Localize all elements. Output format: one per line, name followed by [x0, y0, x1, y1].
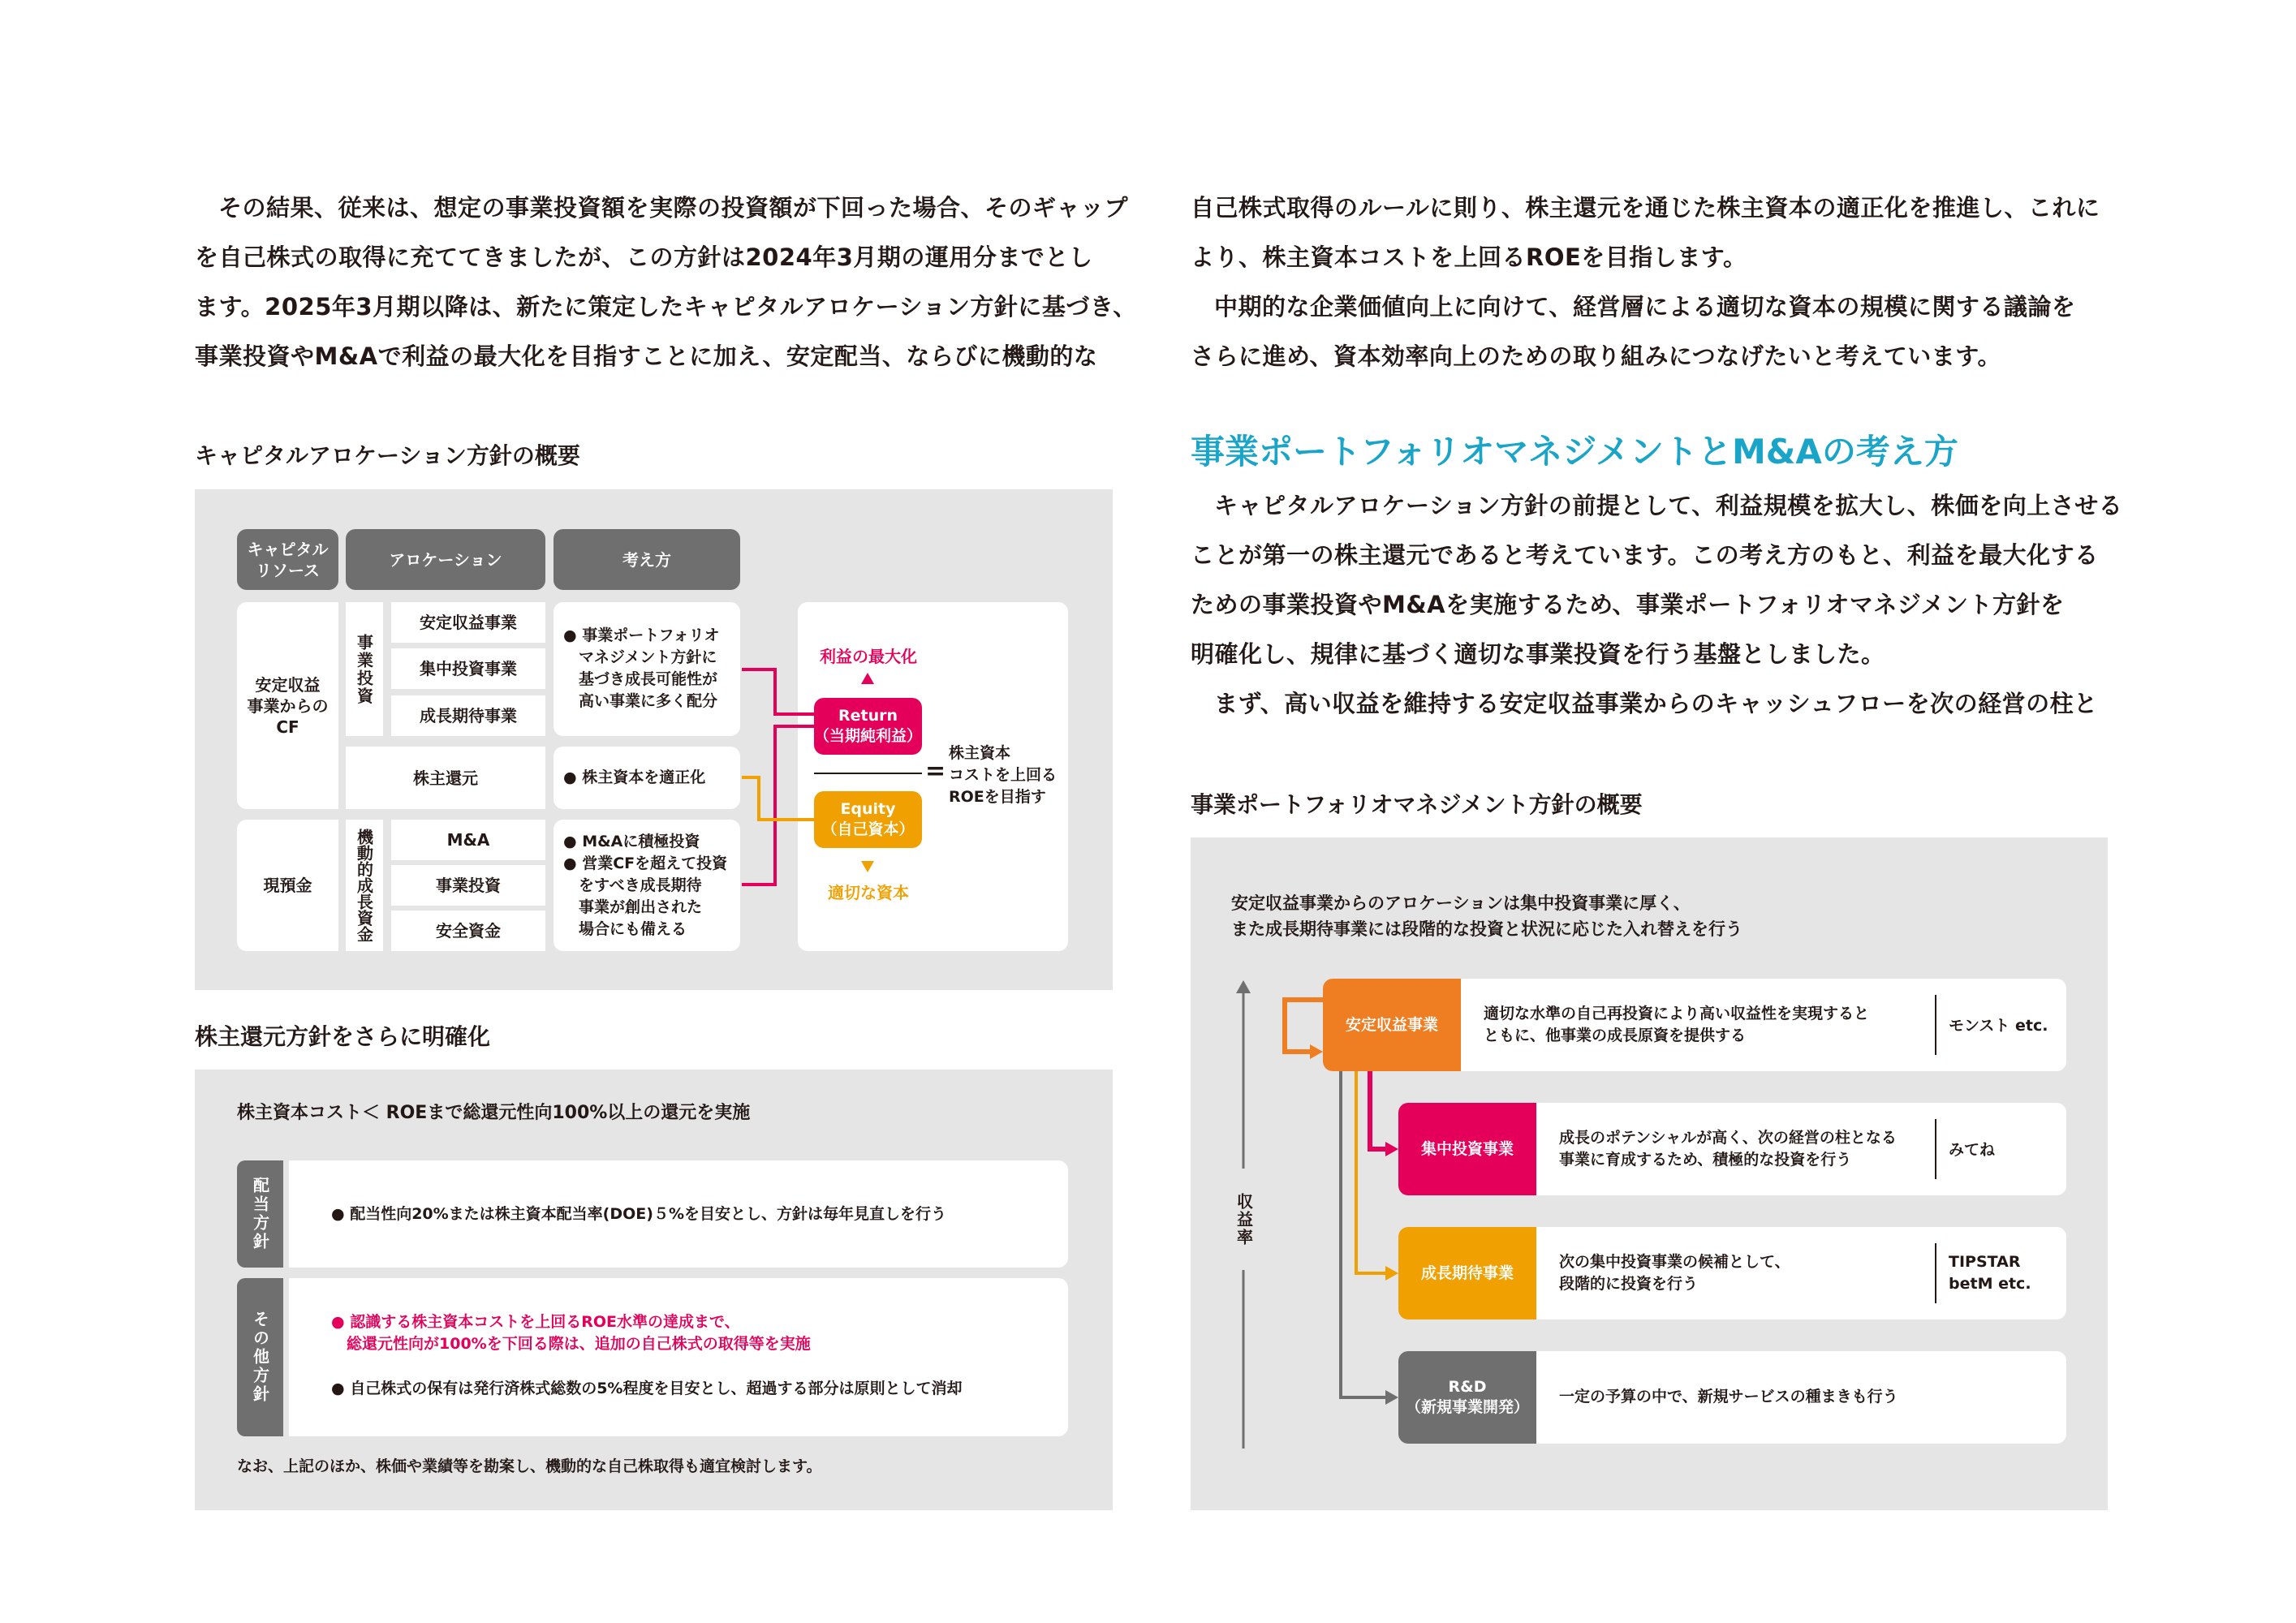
left-intro-line: 事業投資やM&Aで利益の最大化を目指すことに加え、安定配当、ならびに機動的な	[195, 342, 1098, 370]
connector-ma-to-return	[742, 726, 814, 885]
right-intro-line: 自己株式取得のルールに則り、株主還元を通じた株主資本の適正化を推進し、これに	[1191, 194, 2100, 222]
left-intro-line: ます。2025年3月期以降は、新たに策定したキャピタルアロケーション方針に基づき、	[195, 293, 1137, 321]
equity-box: Equity （自己資本）	[814, 791, 922, 848]
axis-arrow	[1236, 980, 1251, 993]
dividend-policy-text: ● 配当性向20%または株主資本配当率(DOE)５%を目安とし、方針は毎年見直しを行う	[331, 1205, 946, 1223]
capital-allocation-heading: キャピタルアロケーション方針の概要	[195, 442, 580, 469]
left-intro-line: その結果、従来は、想定の事業投資額を実際の投資額が下回った場合、そのギャップ	[218, 194, 1129, 222]
row-desc-stable: 適切な水準の自己再投資により高い収益性を実現すると ともに、他事業の成長原資を提供する	[1484, 1005, 1870, 1044]
alloc-investment: 事業投資	[391, 865, 545, 906]
arrow-down-amber	[861, 861, 874, 872]
row-label-stable: 安定収益事業	[1323, 979, 1461, 1071]
arrow-to-focus	[1385, 1142, 1398, 1156]
right-body-line: ことが第一の株主還元であると考えています。この考え方のもと、利益を最大化する	[1191, 541, 2099, 569]
row-example-focus: みてね	[1949, 1141, 1996, 1159]
right-body-line: ための事業投資やM&Aを実施するため、事業ポートフォリオマネジメント方針を	[1191, 591, 2065, 618]
right-intro-line: さらに進め、資本効率向上のための取り組みにつなげたいと考えています。	[1191, 342, 2001, 370]
row-desc-growth: 次の集中投資事業の候補として、 段階的に投資を行う	[1559, 1253, 1790, 1293]
arrow-self-reinvest	[1310, 1044, 1323, 1059]
connector-self-reinvest	[1285, 1000, 1323, 1052]
right-intro-line: 中期的な企業価値向上に向けて、経営層による適切な資本の規模に関する議論を	[1214, 293, 2076, 321]
other-policy-text: ● 自己株式の保有は発行済株式総数の5%程度を目安とし、超過する部分は原則として消却	[331, 1380, 963, 1397]
row-desc-focus: 成長のポテンシャルが高く、次の経営の柱となる 事業に育成するため、積極的な投資を行う	[1559, 1129, 1897, 1169]
other-policy-highlight: ● 認識する株主資本コストを上回るROE水準の達成まで、 総還元性向が100%を下回る際は、追加の自己株式の取得等を実施	[331, 1313, 811, 1353]
row-example-stable: モンスト etc.	[1949, 1017, 2048, 1035]
profit-max-label: 利益の最大化	[820, 647, 917, 666]
row-label-growth: 成長期待事業	[1398, 1227, 1536, 1319]
axis-label: 収益率	[1232, 1181, 1256, 1258]
right-body-line: まず、高い収益を維持する安定収益事業からのキャッシュフローを次の経営の柱と	[1214, 690, 2098, 717]
header-capital-resource: キャピタル リソース	[237, 529, 338, 590]
approach-return-text: ● 株主資本を適正化	[563, 768, 706, 786]
alloc-ma: M&A	[391, 820, 545, 860]
proper-capital-label: 適切な資本	[828, 883, 909, 902]
portfolio-section-title: 事業ポートフォリオマネジメントとM&Aの考え方	[1191, 432, 1958, 471]
header-approach: 考え方	[554, 529, 740, 590]
shareholder-note: なお、上記のほか、株価や業績等を勘案し、機動的な自己株取得も適宜検討します。	[237, 1457, 822, 1475]
alloc-stable: 安定収益事業	[391, 602, 545, 643]
roe-target-text: 株主資本 コストを上回る ROEを目指す	[949, 744, 1058, 806]
arrow-to-growth	[1385, 1266, 1398, 1281]
left-intro-line: を自己株式の取得に充ててきましたが、この方針は2024年3月期の運用分までとし	[195, 243, 1093, 271]
connector-return-to-equity	[742, 777, 814, 820]
portfolio-heading: 事業ポートフォリオマネジメント方針の概要	[1191, 791, 1643, 818]
shareholder-return-heading: 株主還元方針をさらに明確化	[195, 1023, 491, 1050]
right-body-line: 明確化し、規律に基づく適切な事業投資を行う基盤としました。	[1191, 640, 1885, 668]
approach-portfolio-text: ● 事業ポートフォリオ マネジメント方針に 基づき成長可能性が 高い事業に多く配分	[563, 626, 720, 710]
group-growth-funds: 機動的成長資金	[346, 820, 383, 951]
resource-stable-cf: 安定収益 事業からの CF	[237, 602, 338, 809]
equals-sign: =	[925, 757, 946, 786]
dividend-policy-label-text: 配当方針	[250, 1177, 270, 1251]
row-example-growth: TIPSTAR betM etc.	[1949, 1253, 2031, 1293]
alloc-growth: 成長期待事業	[391, 695, 545, 736]
approach-ma-text: ● M&Aに積極投資 ● 営業CFを超えて投資 をすべき成長期待 事業が創出された 場合にも備える	[563, 833, 728, 938]
alloc-safety-funds: 安全資金	[391, 911, 545, 951]
row-label-focus: 集中投資事業	[1398, 1103, 1536, 1195]
right-body-line: キャピタルアロケーション方針の前提として、利益規模を拡大し、株価を向上させる	[1214, 492, 2123, 519]
arrow-to-rnd	[1385, 1390, 1398, 1405]
portfolio-lead: 安定収益事業からのアロケーションは集中投資事業に厚く、 また成長期待事業には段階的な投資と状況に応じた入れ替えを行う	[1231, 893, 1742, 939]
connector-to-rnd	[1341, 1071, 1389, 1397]
row-label-rnd: R&D （新規事業開発）	[1398, 1351, 1536, 1444]
header-allocation: アロケーション	[346, 529, 545, 590]
other-policy-label-text: その他方針	[250, 1311, 270, 1404]
arrow-up-magenta	[861, 673, 874, 684]
resource-cash: 現預金	[237, 820, 338, 951]
connector-to-focus	[1370, 1071, 1389, 1149]
group-business-investment: 事業投資	[346, 602, 383, 736]
row-desc-rnd: 一定の予算の中で、新規サービスの種まきも行う	[1559, 1388, 1898, 1406]
alloc-focus: 集中投資事業	[391, 648, 545, 689]
right-intro-line: より、株主資本コストを上回るROEを目指します。	[1191, 243, 1747, 271]
alloc-shareholder-return: 株主還元	[346, 747, 545, 809]
shareholder-return-subheading: 株主資本コスト＜ ROEまで総還元性向100%以上の還元を実施	[237, 1103, 751, 1123]
connector-portfolio-to-return	[742, 669, 814, 714]
return-box: Return （当期純利益）	[814, 698, 922, 755]
